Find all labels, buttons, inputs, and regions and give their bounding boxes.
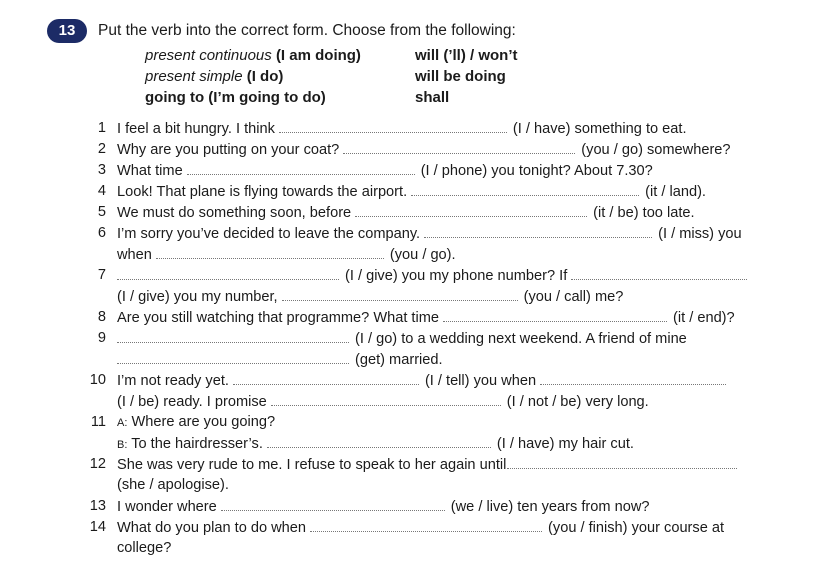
answer-blank[interactable] [221,496,445,511]
option-shall: shall [415,89,450,106]
answer-blank[interactable] [310,517,542,532]
option-will-wont: will (’ll) / won’t [415,47,518,64]
answer-blank[interactable] [233,370,419,385]
exercise-item-7-cont: (I / give) you my number, (you / call) me? [117,286,623,307]
answer-blank[interactable] [267,433,491,448]
answer-blank[interactable] [282,286,518,301]
option-present-simple: present simple (I do) [145,68,284,85]
exercise-item-6: I’m sorry you’ve decided to leave the company. (I / miss) you [117,223,742,244]
exercise-item-5: We must do something soon, before (it / be) too late. [117,202,695,223]
exercise-item-11-b: B: To the hairdresser’s. (I / have) my hair cut. [117,433,634,455]
item-number: 12 [89,456,106,472]
answer-blank[interactable] [279,118,507,133]
exercise-item-7: (I / give) you my phone number? If [117,265,753,286]
item-number: 6 [97,225,106,241]
exercise-item-10-cont: (I / be) ready. I promise (I / not / be) very long. [117,391,649,412]
answer-blank[interactable] [343,139,575,154]
item-number: 4 [97,183,106,199]
exercise-item-13: I wonder where (we / live) ten years from now? [117,496,650,517]
item-number: 3 [97,162,106,178]
item-number: 5 [97,204,106,220]
option-will-be-doing: will be doing [415,68,506,85]
option-present-continuous: present continuous (I am doing) [145,47,361,64]
answer-blank[interactable] [424,223,652,238]
exercise-item-12-cont: (she / apologise). [117,477,229,493]
exercise-item-6-cont: when (you / go). [117,244,456,265]
exercise-item-8: Are you still watching that programme? What time (it / end)? [117,307,735,328]
option-going-to: going to (I’m going to do) [145,89,326,106]
item-number: 13 [89,498,106,514]
answer-blank[interactable] [540,370,726,385]
exercise-instruction: Put the verb into the correct form. Choose from the following: [98,22,516,39]
exercise-item-10: I’m not ready yet. (I / tell) you when [117,370,732,391]
exercise-item-14-cont: college? [117,540,172,556]
item-number: 9 [97,330,106,346]
exercise-item-9: (I / go) to a wedding next weekend. A friend of mine [117,328,687,349]
exercise-item-11-a: A: Where are you going? [117,414,276,430]
answer-blank[interactable] [117,349,349,364]
answer-blank[interactable] [411,181,639,196]
item-number: 10 [89,372,106,388]
answer-blank[interactable] [443,307,667,322]
item-number: 8 [97,309,106,325]
exercise-item-9-cont: (get) married. [117,349,443,370]
answer-blank[interactable] [507,454,737,469]
answer-blank[interactable] [156,244,384,259]
exercise-number-badge: 13 [47,19,87,43]
exercise-item-4: Look! That plane is flying towards the airport. (it / land). [117,181,706,202]
item-number: 1 [97,120,106,136]
answer-blank[interactable] [117,328,349,343]
exercise-item-14: What do you plan to do when (you / finish) your course at [117,517,724,538]
answer-blank[interactable] [117,265,339,280]
item-number: 14 [89,519,106,535]
answer-blank[interactable] [271,391,501,406]
exercise-item-2: Why are you putting on your coat? (you / go) somewhere? [117,139,731,160]
answer-blank[interactable] [355,202,587,217]
exercise-item-12: She was very rude to me. I refuse to speak to her again until [117,454,743,475]
answer-blank[interactable] [571,265,747,280]
item-number: 11 [90,414,106,430]
item-number: 2 [97,141,106,157]
exercise-item-3: What time (I / phone) you tonight? About 7.30? [117,160,653,181]
item-number: 7 [97,267,106,283]
answer-blank[interactable] [187,160,415,175]
exercise-item-1: I feel a bit hungry. I think (I / have) something to eat. [117,118,687,139]
